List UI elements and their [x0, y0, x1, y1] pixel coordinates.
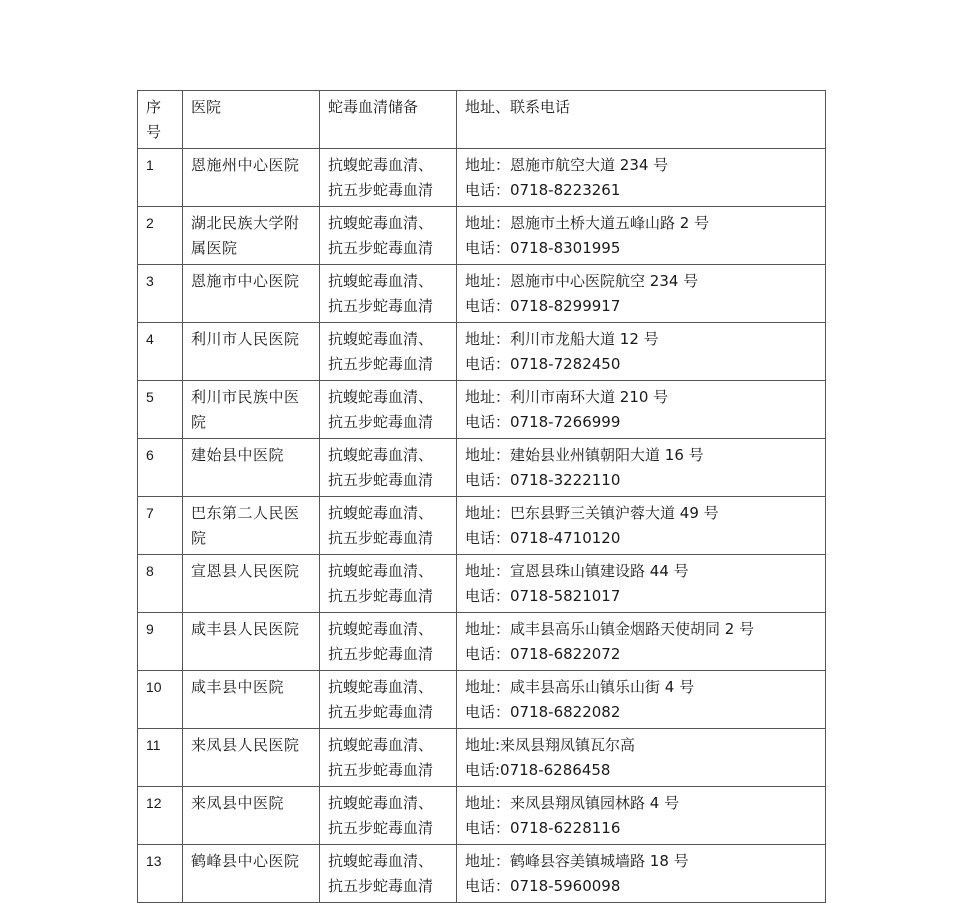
- row-phone: 电话：0718-6822072: [465, 645, 621, 663]
- serum-line: 抗蝮蛇毒血清、: [328, 446, 434, 464]
- serum-line: 抗五步蛇毒血清: [328, 819, 434, 837]
- row-number: 4: [138, 323, 183, 381]
- row-hospital-name: 咸丰县中医院: [183, 671, 320, 729]
- serum-line: 抗五步蛇毒血清: [328, 239, 434, 257]
- serum-line: 抗五步蛇毒血清: [328, 587, 434, 605]
- header-contact: 地址、联系电话: [457, 91, 826, 149]
- header-serum: 蛇毒血清储备: [320, 91, 457, 149]
- row-phone: 电话：0718-6822082: [465, 703, 621, 721]
- serum-line: 抗蝮蛇毒血清、: [328, 562, 434, 580]
- serum-line: 抗蝮蛇毒血清、: [328, 272, 434, 290]
- row-hospital-name: 巴东第二人民医院: [183, 497, 320, 555]
- row-address: 地址:来凤县翔凤镇瓦尔高: [465, 736, 636, 754]
- serum-line: 抗蝮蛇毒血清、: [328, 620, 434, 638]
- row-address: 地址：咸丰县高乐山镇乐山街 4 号: [465, 678, 695, 696]
- row-serum-reserve: [320, 729, 457, 787]
- row-phone: 电话：0718-5821017: [465, 587, 621, 605]
- row-contact: [457, 207, 826, 265]
- serum-line: 抗蝮蛇毒血清、: [328, 214, 434, 232]
- serum-line: 抗五步蛇毒血清: [328, 529, 434, 547]
- row-number: 3: [138, 265, 183, 323]
- row-phone: 电话：0718-7266999: [465, 413, 621, 431]
- hospital-antivenom-table: [137, 90, 826, 903]
- row-number: 8: [138, 555, 183, 613]
- row-contact: [457, 497, 826, 555]
- table-row: [138, 613, 826, 671]
- row-serum-reserve: [320, 787, 457, 845]
- serum-line: 抗蝮蛇毒血清、: [328, 504, 434, 522]
- serum-line: 抗蝮蛇毒血清、: [328, 330, 434, 348]
- row-serum-reserve: [320, 265, 457, 323]
- serum-line: 抗蝮蛇毒血清、: [328, 678, 434, 696]
- row-number: 11: [138, 729, 183, 787]
- table-row: [138, 497, 826, 555]
- row-contact: [457, 729, 826, 787]
- row-serum-reserve: [320, 381, 457, 439]
- row-address: 地址：恩施市土桥大道五峰山路 2 号: [465, 214, 710, 232]
- row-contact: [457, 381, 826, 439]
- row-contact: [457, 555, 826, 613]
- row-number: 9: [138, 613, 183, 671]
- row-serum-reserve: [320, 207, 457, 265]
- row-contact: [457, 787, 826, 845]
- serum-line: 抗五步蛇毒血清: [328, 181, 434, 199]
- row-hospital-name: 宣恩县人民医院: [183, 555, 320, 613]
- row-address: 地址：巴东县野三关镇沪蓉大道 49 号: [465, 504, 719, 522]
- row-address: 地址：鹤峰县容美镇城墙路 18 号: [465, 852, 689, 870]
- row-serum-reserve: [320, 497, 457, 555]
- serum-line: 抗五步蛇毒血清: [328, 645, 434, 663]
- table-row: [138, 207, 826, 265]
- row-hospital-name: 建始县中医院: [183, 439, 320, 497]
- row-serum-reserve: [320, 439, 457, 497]
- row-contact: [457, 323, 826, 381]
- table-row: [138, 729, 826, 787]
- row-contact: [457, 149, 826, 207]
- row-serum-reserve: [320, 845, 457, 903]
- row-hospital-name: 来凤县人民医院: [183, 729, 320, 787]
- row-number: 6: [138, 439, 183, 497]
- row-address: 地址：咸丰县高乐山镇金烟路天使胡同 2 号: [465, 620, 755, 638]
- row-serum-reserve: [320, 323, 457, 381]
- row-contact: [457, 845, 826, 903]
- row-hospital-name: 来凤县中医院: [183, 787, 320, 845]
- row-serum-reserve: [320, 555, 457, 613]
- row-serum-reserve: [320, 613, 457, 671]
- serum-line: 抗蝮蛇毒血清、: [328, 388, 434, 406]
- row-number: 7: [138, 497, 183, 555]
- row-serum-reserve: [320, 149, 457, 207]
- row-hospital-name: 咸丰县人民医院: [183, 613, 320, 671]
- table-row: [138, 149, 826, 207]
- serum-line: 抗蝮蛇毒血清、: [328, 794, 434, 812]
- serum-line: 抗蝮蛇毒血清、: [328, 736, 434, 754]
- header-hospital: 医院: [183, 91, 320, 149]
- row-address: 地址：建始县业州镇朝阳大道 16 号: [465, 446, 704, 464]
- row-contact: [457, 671, 826, 729]
- row-address: 地址：宣恩县珠山镇建设路 44 号: [465, 562, 689, 580]
- row-phone: 电话：0718-5960098: [465, 877, 621, 895]
- serum-line: 抗蝮蛇毒血清、: [328, 852, 434, 870]
- row-hospital-name: 鹤峰县中心医院: [183, 845, 320, 903]
- row-hospital-name: 利川市民族中医院: [183, 381, 320, 439]
- table-row: [138, 671, 826, 729]
- serum-line: 抗蝮蛇毒血清、: [328, 156, 434, 174]
- row-phone: 电话：0718-8301995: [465, 239, 621, 257]
- header-number-line: 序: [146, 98, 162, 116]
- row-address: 地址：恩施市航空大道 234 号: [465, 156, 669, 174]
- row-number: 2: [138, 207, 183, 265]
- serum-line: 抗五步蛇毒血清: [328, 413, 434, 431]
- row-address: 地址：恩施市中心医院航空 234 号: [465, 272, 699, 290]
- table-row: [138, 845, 826, 903]
- header-number: [138, 91, 183, 149]
- row-phone: 电话：0718-3222110: [465, 471, 621, 489]
- serum-line: 抗五步蛇毒血清: [328, 471, 434, 489]
- header-number-line: 号: [146, 123, 162, 141]
- row-contact: [457, 265, 826, 323]
- row-phone: 电话：0718-8299917: [465, 297, 621, 315]
- row-number: 13: [138, 845, 183, 903]
- row-number: 1: [138, 149, 183, 207]
- table-body: [138, 149, 826, 903]
- serum-line: 抗五步蛇毒血清: [328, 761, 434, 779]
- row-hospital-name: 恩施州中心医院: [183, 149, 320, 207]
- row-hospital-name: 恩施市中心医院: [183, 265, 320, 323]
- row-hospital-name: 湖北民族大学附属医院: [183, 207, 320, 265]
- table-row: [138, 787, 826, 845]
- row-number: 10: [138, 671, 183, 729]
- row-phone: 电话：0718-8223261: [465, 181, 621, 199]
- table-row: [138, 265, 826, 323]
- table-row: [138, 381, 826, 439]
- hospital-table-container: [137, 90, 826, 903]
- serum-line: 抗五步蛇毒血清: [328, 877, 434, 895]
- row-address: 地址：利川市南环大道 210 号: [465, 388, 669, 406]
- table-header-row: [138, 91, 826, 149]
- row-contact: [457, 613, 826, 671]
- table-row: [138, 323, 826, 381]
- row-number: 12: [138, 787, 183, 845]
- row-phone: 电话：0718-4710120: [465, 529, 621, 547]
- row-address: 地址：来凤县翔凤镇园林路 4 号: [465, 794, 680, 812]
- row-hospital-name: 利川市人民医院: [183, 323, 320, 381]
- serum-line: 抗五步蛇毒血清: [328, 355, 434, 373]
- row-phone: 电话:0718-6286458: [465, 761, 611, 779]
- row-number: 5: [138, 381, 183, 439]
- serum-line: 抗五步蛇毒血清: [328, 297, 434, 315]
- table-row: [138, 439, 826, 497]
- row-phone: 电话：0718-6228116: [465, 819, 621, 837]
- serum-line: 抗五步蛇毒血清: [328, 703, 434, 721]
- row-address: 地址：利川市龙船大道 12 号: [465, 330, 659, 348]
- row-serum-reserve: [320, 671, 457, 729]
- table-row: [138, 555, 826, 613]
- row-phone: 电话：0718-7282450: [465, 355, 621, 373]
- row-contact: [457, 439, 826, 497]
